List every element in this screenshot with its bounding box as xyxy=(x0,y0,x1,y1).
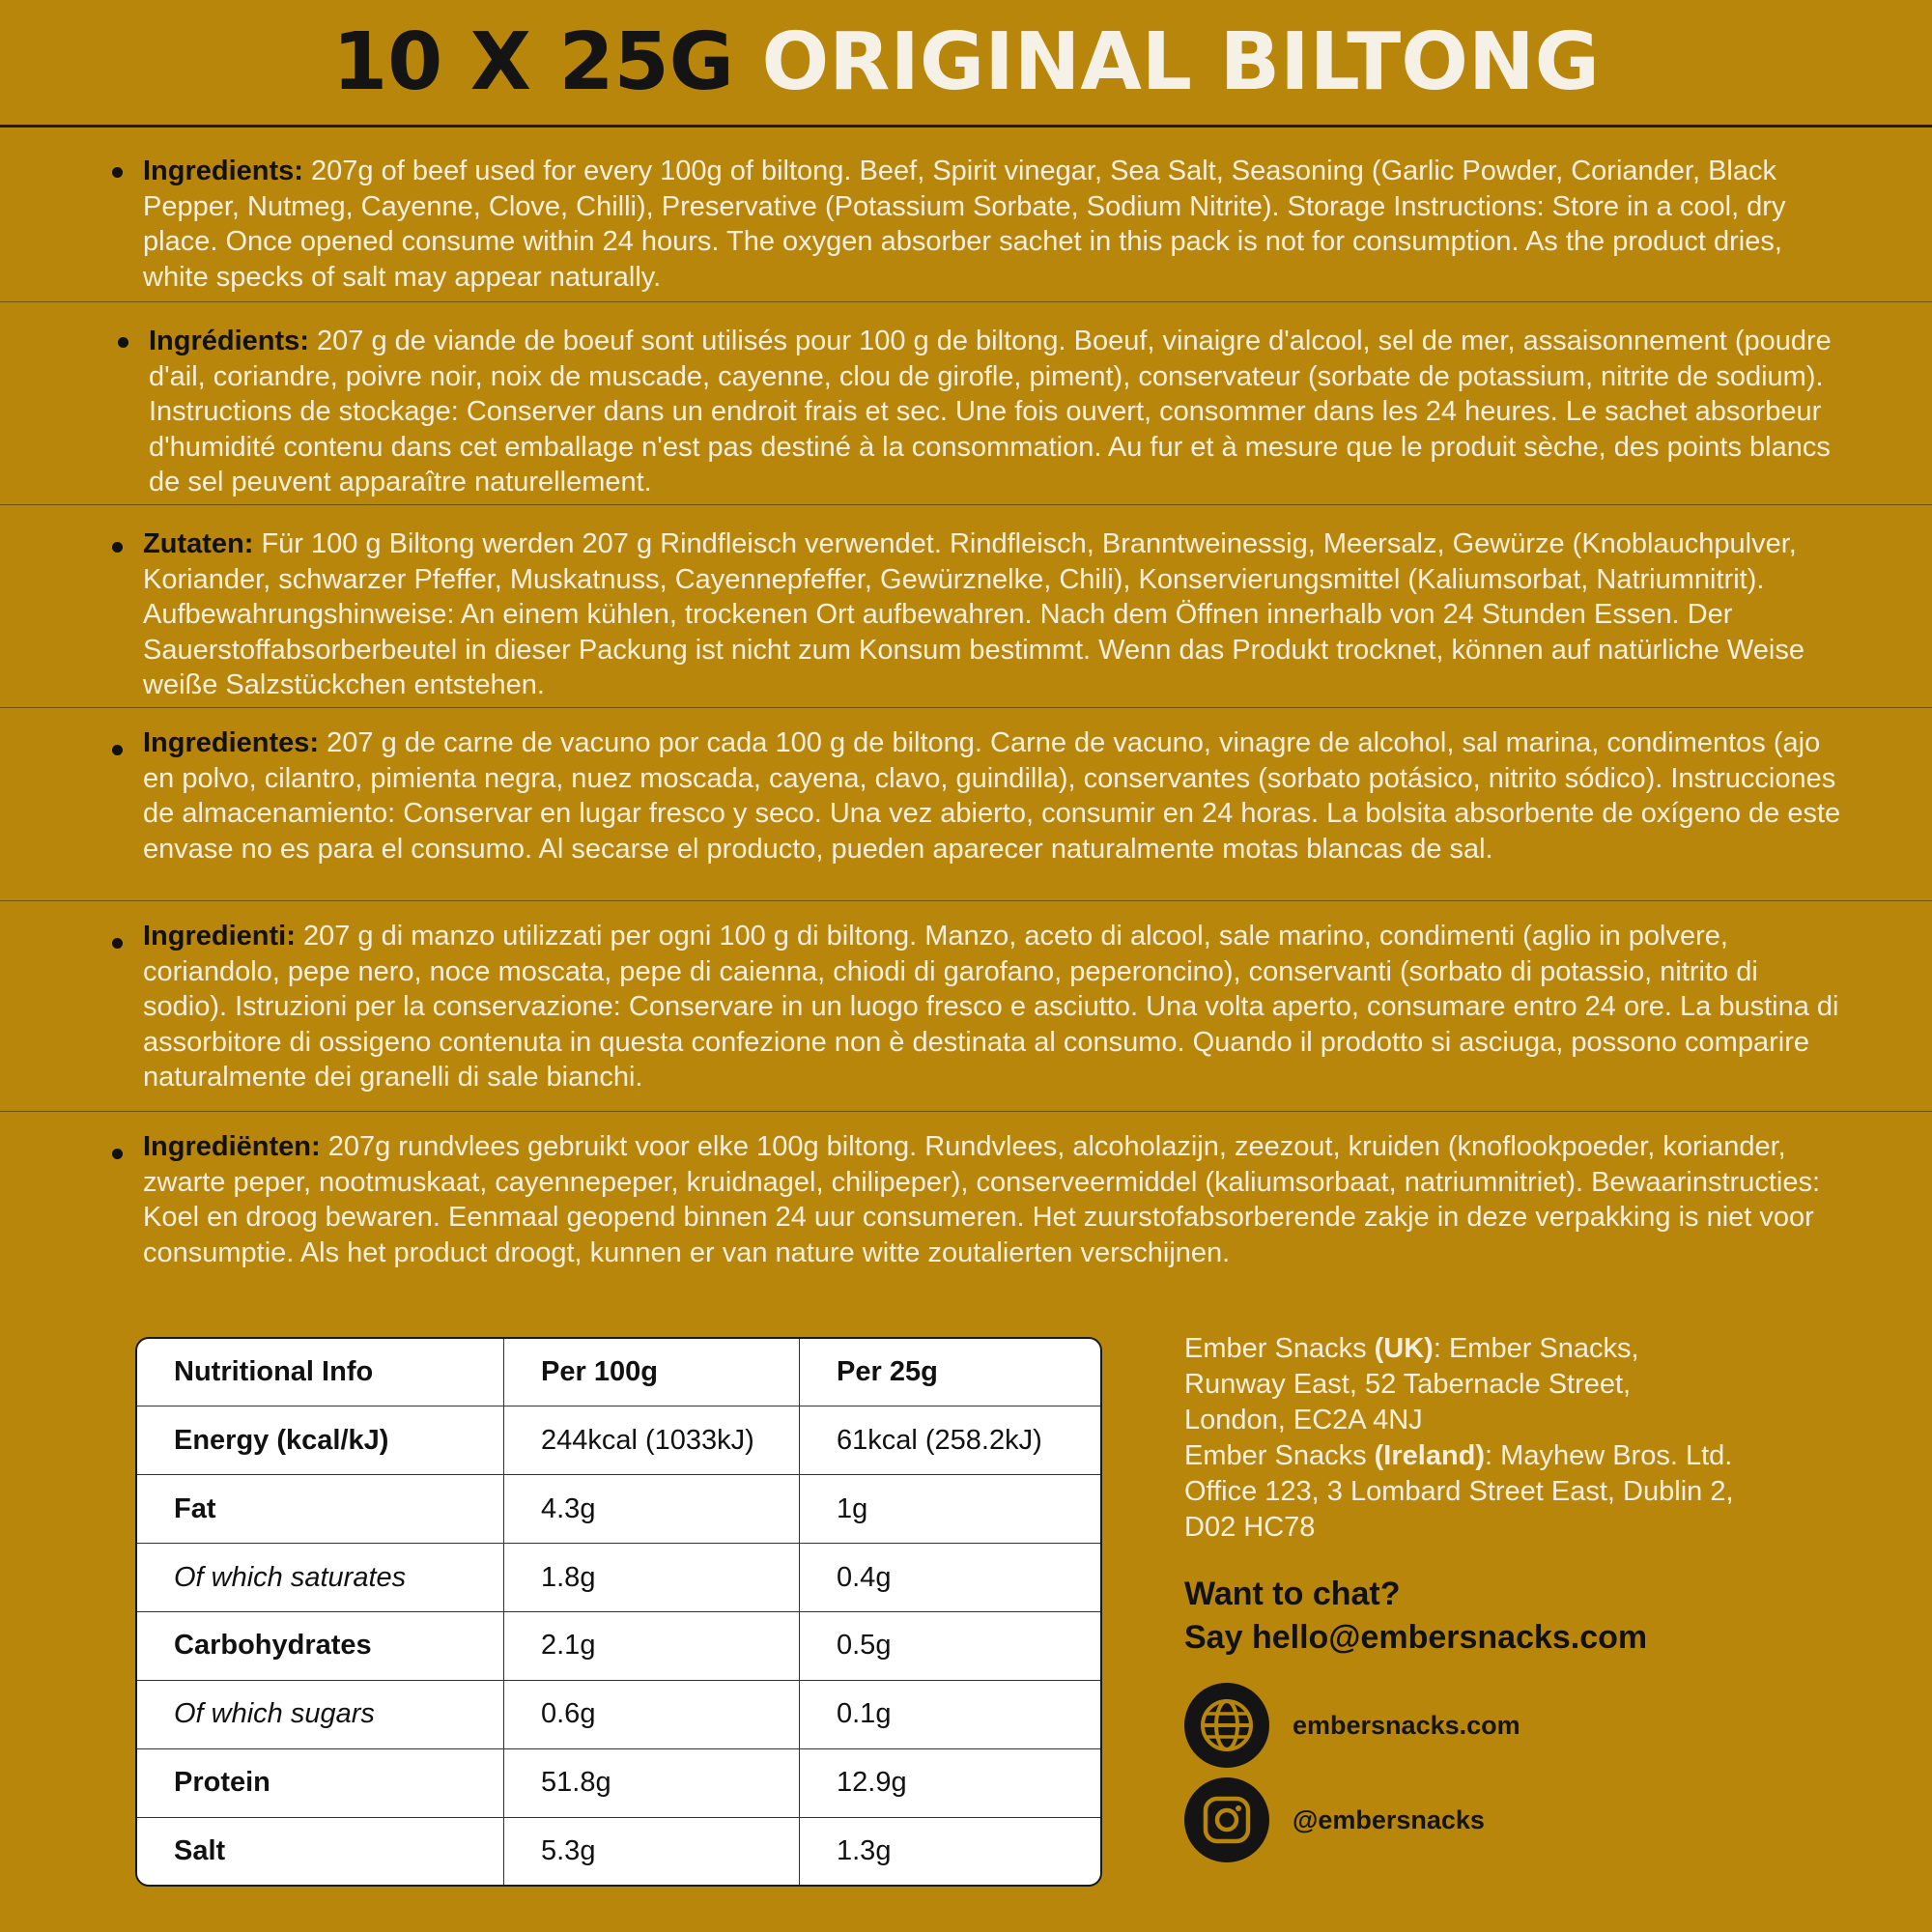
table-row xyxy=(137,1406,1100,1475)
section-text: 207g rundvlees gebruikt voor elke 100g biltong. Rundvlees, alcoholazijn, zeezout, kruiden (knoflookpoeder, koriander, zwarte peper, nootmuskaat, cayennepeper, kruidnagel, chilipeper), conserveermiddel (kaliumsorbaat, natriumnitriet). Bewaarinstructies: Koel en droog bewaren. Eenmaal geopend binnen 24 uur consumeren. Het zuurstofabsorberende zakje in deze verpakking is niet voor consumptie. Als het product droogt, kunnen er van nature witte zoutalierten verschijnen. xyxy=(143,1131,1821,1268)
bullet xyxy=(112,745,123,755)
table-row xyxy=(137,1817,1100,1885)
ingredients-de xyxy=(0,505,1932,708)
ie-tag: (Ireland) xyxy=(1374,1440,1486,1471)
instagram-icon xyxy=(1184,1777,1269,1862)
bullet xyxy=(112,1149,123,1159)
website-text: embersnacks.com xyxy=(1293,1710,1520,1740)
section-label: Ingredienti: xyxy=(143,921,296,952)
globe-icon xyxy=(1184,1683,1269,1768)
uk-line1: : Ember Snacks, xyxy=(1433,1333,1639,1364)
ingredients-fr xyxy=(0,302,1932,505)
per-25g-value: 1.3g xyxy=(837,1834,892,1866)
uk-line3: London, EC2A 4NJ xyxy=(1184,1405,1423,1435)
nutrient-name: Of which saturates xyxy=(137,1544,504,1612)
per-25g-value: 0.1g xyxy=(800,1680,1101,1748)
ireland-address xyxy=(1184,1438,1899,1546)
header-cell: Per 25g xyxy=(800,1339,1101,1406)
bullet xyxy=(112,542,123,553)
nutrient-name: Of which sugars xyxy=(137,1680,504,1748)
page-header xyxy=(0,0,1932,128)
section-text: Für 100 g Biltong werden 207 g Rindfleisch verwendet. Rindfleisch, Branntweinessig, Meersalz, Gewürze (Knoblauchpulver, Koriander, schwarzer Pfeffer, Muskatnuss, Cayennepfeffer, Gewürznelke, Chili), Konservierungsmittel (Kaliumsorbat, Natriumnitrit). Aufbewahrungshinweise: An einem kühlen, trockenen Ort aufbewahren. Nach dem Öffnen innerhalb von 24 Stunden Essen. Der Sauerstoffabsorberbeutel in dieser Packung ist nicht zum Konsum bestimmt. Wenn das Produkt trocknet, können auf natürliche Weise weiße Salzstückchen entstehen. xyxy=(143,528,1804,700)
per-100g-value: 51.8g xyxy=(504,1748,800,1817)
table-row xyxy=(137,1680,1100,1748)
per-100g-value: 4.3g xyxy=(504,1475,800,1544)
ie-line2: Office 123, 3 Lombard Street East, Dublin 2, xyxy=(1184,1476,1734,1507)
chat-email[interactable]: Say hello@embersnacks.com xyxy=(1184,1619,1648,1656)
section-label: Ingrédients: xyxy=(149,326,309,356)
title-quantity: 10 X 25G xyxy=(332,16,734,108)
uk-line2: Runway East, 52 Tabernacle Street, xyxy=(1184,1369,1632,1400)
per-100g-value: 1.8g xyxy=(504,1544,800,1612)
ie-line3: D02 HC78 xyxy=(1184,1512,1316,1543)
section-label: Ingredients: xyxy=(143,156,303,186)
ingredients-en xyxy=(0,130,1932,302)
uk-company: Ember Snacks xyxy=(1184,1333,1375,1364)
section-text: 207 g de viande de boeuf sont utilisés pour 100 g de biltong. Boeuf, vinaigre d'alcool, sel de mer, assaisonnement (poudre d'ail, coriandre, poivre noir, noix de muscade, cayenne, clou de girofle, piment), conservateur (sorbate de potassium, nitrite de sodium). Instructions de stockage: Conserver dans un endroit frais et sec. Une fois ouvert, consommer dans les 24 heures. Le sachet absorbeur d'humidité contenu dans cet emballage n'est pas destiné à la consommation. Au fur et à mesure que le produit sèche, des points blancs de sel peuvent apparaître naturellement. xyxy=(149,326,1832,497)
per-100g-value: 5.3g xyxy=(504,1817,800,1885)
ingredients-sections xyxy=(0,130,1932,1305)
table-header-row xyxy=(137,1339,1100,1406)
table-row xyxy=(137,1748,1100,1817)
table-row xyxy=(137,1544,1100,1612)
uk-address xyxy=(1184,1331,1899,1438)
per-100g-value: 244kcal (1033kJ) xyxy=(504,1406,800,1475)
header-cell: Nutritional Info xyxy=(137,1339,504,1406)
nutrient-name: Protein xyxy=(137,1748,504,1817)
instagram-handle: @embersnacks xyxy=(1293,1804,1485,1834)
per-25g-value: 0.5g xyxy=(800,1611,1101,1680)
contact-addresses xyxy=(1184,1331,1899,1546)
section-label: Ingrediënten: xyxy=(143,1131,321,1162)
nutrient-name: Fat xyxy=(137,1475,504,1544)
page-title xyxy=(332,16,1600,108)
bullet xyxy=(112,167,123,178)
header-cell: Per 100g xyxy=(504,1339,800,1406)
per-25g-value: 0.4g xyxy=(800,1544,1101,1612)
section-text: 207 g di manzo utilizzati per ogni 100 g di biltong. Manzo, aceto di alcool, sale marino, condimenti (aglio in polvere, coriandolo, pepe nero, noce moscata, pepe di caienna, chiodi di garofano, peperoncino), conservanti (sorbato di potassio, nitrito di sodio). Istruzioni per la conservazione: Conservare in un luogo fresco e asciutto. Una volta aperto, consumare entro 24 ore. La bustina di assorbitore di ossigeno contenuta in questa confezione non è destinata al consumo. Quando il prodotto si asciuga, possono comparire naturalmente dei granelli di sale bianchi. xyxy=(143,921,1839,1093)
chat-heading: Want to chat? xyxy=(1184,1576,1401,1612)
per-100g-value: 0.6g xyxy=(504,1680,800,1748)
section-label: Ingredientes: xyxy=(143,727,320,758)
per-25g-value: 61kcal (258.2kJ) xyxy=(800,1406,1101,1475)
ingredients-nl xyxy=(0,1112,1932,1305)
ie-line1: : Mayhew Bros. Ltd. xyxy=(1485,1440,1733,1471)
per-25g-value: 12.9g xyxy=(800,1748,1101,1817)
bullet xyxy=(112,938,123,949)
ingredients-it xyxy=(0,901,1932,1112)
ingredients-es xyxy=(0,708,1932,901)
bullet xyxy=(118,337,128,348)
instagram-link[interactable] xyxy=(1184,1777,1485,1862)
website-link[interactable] xyxy=(1184,1683,1520,1768)
chat-block xyxy=(1184,1573,1899,1660)
per-100g-value: 2.1g xyxy=(504,1611,800,1680)
uk-tag: (UK) xyxy=(1374,1333,1434,1364)
nutrient-name: Carbohydrates xyxy=(137,1611,504,1680)
table-row xyxy=(137,1475,1100,1544)
nutrition-grid xyxy=(137,1339,1100,1885)
ie-company: Ember Snacks xyxy=(1184,1440,1375,1471)
title-product: ORIGINAL BILTONG xyxy=(761,16,1600,108)
section-text: 207 g de carne de vacuno por cada 100 g de biltong. Carne de vacuno, vinagre de alcohol, sal marina, condimentos (ajo en polvo, cilantro, pimienta negra, nuez moscada, cayena, clavo, guindilla), conservantes (sorbato potásico, nitrito sódico). Instrucciones de almacenamiento: Conservar en lugar fresco y seco. Una vez abierto, consumir en 24 horas. La bolsita absorbente de oxígeno de este envase no es para el consumo. Al secarse el producto, pueden aparecer naturalmente motas blancas de sal. xyxy=(143,727,1841,865)
section-text: 207g of beef used for every 100g of biltong. Beef, Spirit vinegar, Sea Salt, Seasoning (Garlic Powder, Coriander, Black Pepper, Nutmeg, Cayenne, Clove, Chilli), Preservative (Potassium Sorbate, Sodium Nitrite). Storage Instructions: Store in a cool, dry place. Once opened consume within 24 hours. The oxygen absorber sachet in this pack is not for consumption. As the product dries, white specks of salt may appear naturally. xyxy=(143,156,1786,293)
nutrient-name: Energy (kcal/kJ) xyxy=(137,1406,504,1475)
per-25g-value: 1g xyxy=(800,1475,1101,1544)
nutrition-table xyxy=(135,1337,1102,1887)
section-label: Zutaten: xyxy=(143,528,254,559)
nutrient-name: Salt xyxy=(137,1817,504,1885)
table-row xyxy=(137,1611,1100,1680)
